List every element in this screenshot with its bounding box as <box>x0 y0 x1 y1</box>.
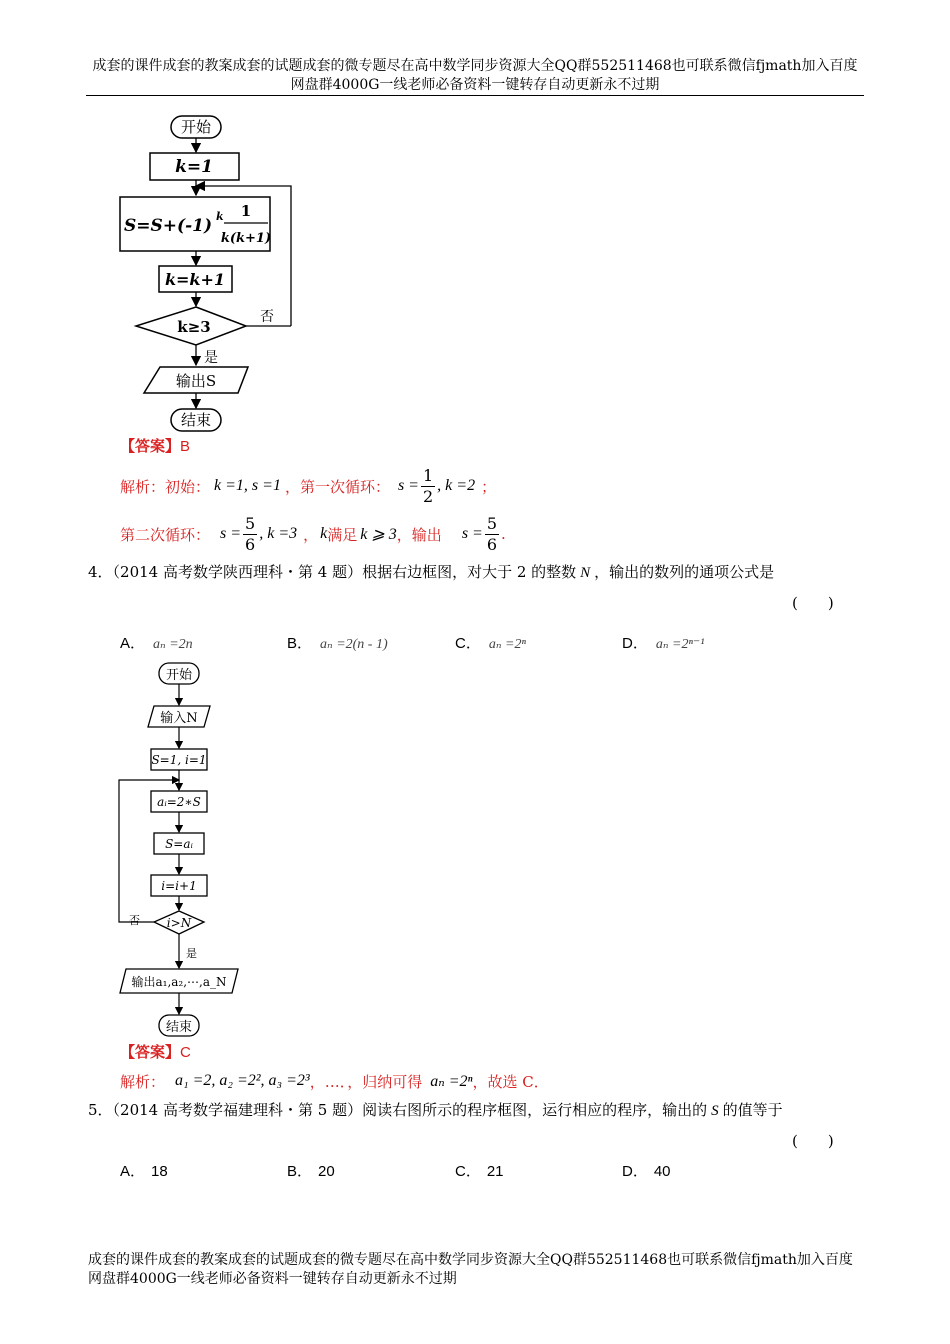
q3-analysis-label: 解析：初始： <box>120 477 211 496</box>
fc1-incr-text: k=k+1 <box>164 270 226 289</box>
fc2-condition-text: i>N <box>166 916 192 930</box>
fc2-output-text: 输出a₁,a₂,⋯,a_N <box>131 975 227 989</box>
q4-option-d: D． aₙ =2ⁿ⁻¹ <box>622 635 705 652</box>
fc1-formula-num: 1 <box>240 202 252 220</box>
q5-number: 5． <box>88 1101 113 1119</box>
q3-comma: ， <box>303 525 319 544</box>
flowchart-2 <box>110 660 260 1040</box>
q5-paren: ( ) <box>792 1132 834 1150</box>
q3-first-fraction: $\frac{1}{2}$ <box>422 465 434 506</box>
fc1-start-text: 开始 <box>180 118 212 136</box>
fc1-no-label: 否 <box>260 309 274 325</box>
q3-k-cond: k ⩾ 3 <box>360 526 397 543</box>
q3-analysis-line-2 <box>120 512 506 556</box>
q3-output-label: ，输出 <box>396 525 442 544</box>
fc1-yes-label: 是 <box>204 350 218 366</box>
q4-answer <box>120 1041 191 1062</box>
fc2-no-label: 否 <box>129 914 140 927</box>
q3-answer <box>120 435 190 456</box>
q5-stem-b: 的值等于 <box>722 1101 783 1119</box>
q3-first-s: s = <box>397 477 419 494</box>
flowchart-1 <box>110 112 310 437</box>
q5-option-a: A． 18 <box>120 1163 168 1180</box>
fc1-condition-text: k≥3 <box>177 318 211 336</box>
fc2-step1-text: aᵢ=2∗S <box>157 795 201 809</box>
q5-var-s: S <box>711 1103 719 1119</box>
q3-first-k: , k =2 <box>437 477 476 494</box>
fc2-end-text: 结束 <box>165 1020 193 1035</box>
q4-option-b: B． aₙ =2(n - 1) <box>287 635 388 652</box>
q4-option-c: C． aₙ =2ⁿ <box>455 635 526 652</box>
q4-option-a: A． aₙ =2n <box>120 635 193 652</box>
q3-first-loop-label: ，第一次循环： <box>284 477 390 496</box>
q3-k-var: k <box>320 525 328 542</box>
q5-option-b: B． 20 <box>287 1163 335 1180</box>
q4-analysis-mid: ，…．，归纳可得 <box>309 1072 423 1091</box>
q3-answer-value: B <box>180 438 191 455</box>
q3-second-s: s = <box>220 525 242 542</box>
q5-stem <box>88 1099 783 1120</box>
footer-line-2: 网盘群4000G一线老师必备资料一键转存自动更新永不过期 <box>88 1271 457 1287</box>
fc1-init-text: k=1 <box>175 157 213 177</box>
header-line-1: 成套的课件成套的教案成套的试题成套的微专题尽在高中数学同步资源大全QQ群552511468也可联系微信fjmath加入百度 <box>92 58 858 74</box>
fc2-input-text: 输入N <box>160 711 198 726</box>
q4-analysis-end: ，故选 C． <box>472 1072 549 1091</box>
footer-line-1: 成套的课件成套的教案成套的试题成套的微专题尽在高中数学同步资源大全QQ群552511468也可联系微信fjmath加入百度 <box>88 1252 853 1268</box>
q4-analysis-expr: a₁ =2, a₂ =2², a₃ =2³ <box>175 1072 310 1089</box>
header-divider <box>86 95 864 96</box>
q3-satisfies: 满足 <box>327 525 358 544</box>
q3-first-end: ； <box>481 477 497 496</box>
q4-stem <box>88 561 774 582</box>
fc1-formula-exp: k <box>216 210 224 223</box>
fc1-formula-left: S=S+(-1) <box>124 216 213 236</box>
q4-stem-b: ，输出的数列的通项公式是 <box>594 563 775 581</box>
q4-stem-a: （2014 高考数学陕西理科・第 4 题）根据右边框图，对大于 2 的整数 <box>112 563 577 581</box>
q4-number: 4． <box>88 563 113 581</box>
fc2-yes-label: 是 <box>186 947 197 960</box>
q4-answer-value: C <box>180 1044 191 1061</box>
q4-paren: ( ) <box>792 594 834 612</box>
fc1-output-text: 输出S <box>175 372 217 390</box>
fc2-step3-text: i=i+1 <box>161 879 197 893</box>
q3-init-values: k =1, s =1 <box>214 477 281 494</box>
q3-second-k: , k =3 <box>259 525 298 542</box>
header-line-2: 网盘群4000G一线老师必备资料一键转存自动更新永不过期 <box>290 77 660 93</box>
q3-out-fraction: $\frac{5}{6}$ <box>486 513 498 554</box>
q3-second-fraction: $\frac{5}{6}$ <box>245 513 256 554</box>
q3-answer-label: 【答案】 <box>120 438 181 455</box>
fc1-formula-den: k(k+1) <box>220 231 272 246</box>
q3-out-s: s = <box>461 525 483 542</box>
q5-option-c: C． 21 <box>455 1163 504 1180</box>
q4-analysis <box>120 1067 549 1095</box>
q3-second-loop-label: 第二次循环： <box>120 525 211 544</box>
q4-analysis-result: aₙ =2ⁿ <box>430 1073 473 1090</box>
fc2-init-text: S=1, i=1 <box>151 753 207 767</box>
q5-stem-a: （2014 高考数学福建理科・第 5 题）阅读右图所示的程序框图，运行相应的程序，输出的 <box>112 1101 708 1119</box>
q4-answer-label: 【答案】 <box>120 1044 181 1061</box>
q5-option-d: D． 40 <box>622 1163 671 1180</box>
q4-analysis-label: 解析： <box>120 1072 166 1091</box>
fc2-step2-text: S=aᵢ <box>165 837 193 851</box>
fc2-start-text: 开始 <box>165 668 193 683</box>
q3-analysis-line-1 <box>120 466 496 506</box>
q4-var-n: N <box>580 565 591 581</box>
q3-period: . <box>501 525 506 543</box>
fc1-end-text: 结束 <box>180 411 212 429</box>
